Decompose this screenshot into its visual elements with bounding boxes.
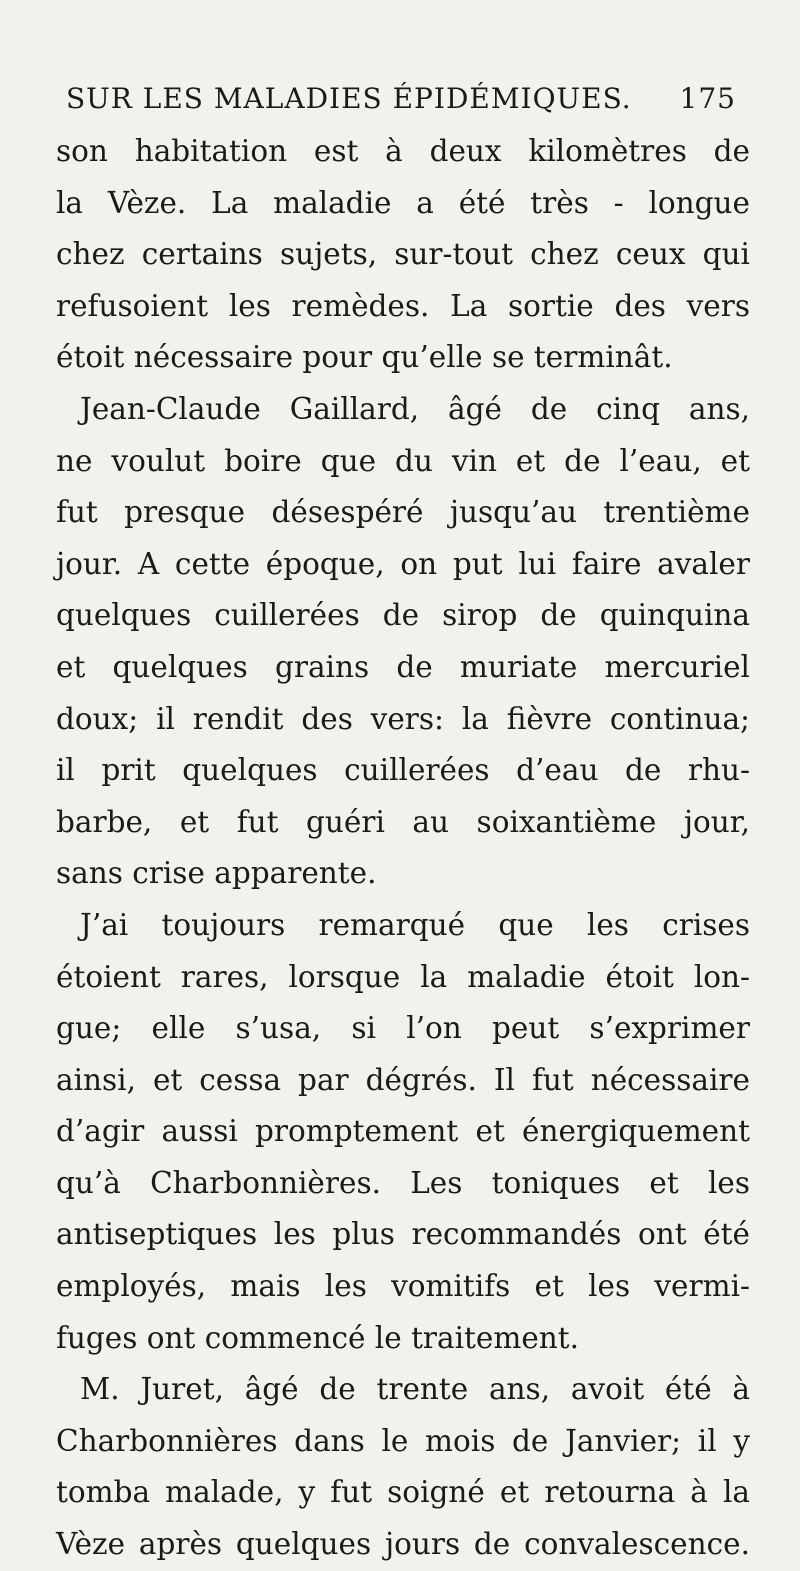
text-line: J’ai toujours remarqué que les crises (80, 907, 750, 942)
text-line: doux; il rendit des vers: la fièvre continua; (56, 701, 750, 736)
text-line: sans crise apparente. (56, 856, 377, 891)
text-line: tomba malade, y fut soigné et retourna à la (56, 1475, 750, 1510)
text-line: Charbonnières dans le mois de Janvier; il y (56, 1423, 750, 1458)
text-line: d’agir aussi promptement et énergiquement (56, 1114, 750, 1149)
text-line: ainsi, et cessa par dégrés. Il fut nécessaire (56, 1062, 750, 1097)
text-line: Vèze après quelques jours de convalescence. (56, 1527, 750, 1562)
text-line: fut presque désespéré jusqu’au trentième (56, 495, 750, 530)
text-line: qu’à Charbonnières. Les toniques et les (56, 1165, 750, 1200)
text-line: et quelques grains de muriate mercuriel (56, 649, 750, 684)
running-title: SUR LES MALADIES ÉPIDÉMIQUES. (66, 82, 632, 115)
text-line: quelques cuillerées de sirop de quinquina (56, 598, 750, 633)
text-line: jour. A cette époque, on put lui faire avaler (56, 546, 750, 581)
body-text (56, 126, 750, 1571)
text-line: chez certains sujets, sur-tout chez ceux qui (56, 237, 750, 272)
text-line: étoit nécessaire pour qu’elle se terminât. (56, 340, 673, 375)
text-line: M. Juret, âgé de trente ans, avoit été à (80, 1372, 750, 1407)
text-line: fuges ont commencé le traitement. (56, 1320, 580, 1355)
text-line: la Vèze. La maladie a été très - longue (56, 185, 750, 220)
text-line: ne voulut boire que du vin et de l’eau, et (56, 443, 750, 478)
page-number: 175 (679, 82, 736, 115)
text-line: gue; elle s’usa, si l’on peut s’exprimer (56, 1011, 750, 1046)
text-line: antiseptiques les plus recommandés ont été (56, 1217, 750, 1252)
text-line: étoient rares, lorsque la maladie étoit lon- (56, 959, 750, 994)
text-line: employés, mais les vomitifs et les vermi- (56, 1269, 750, 1304)
text-line: barbe, et fut guéri au soixantième jour, (56, 804, 750, 839)
text-line: Jean-Claude Gaillard, âgé de cinq ans, (80, 391, 750, 426)
text-line: il prit quelques cuillerées d’eau de rhu- (56, 753, 750, 788)
text-line: son habitation est à deux kilomètres de (56, 134, 750, 168)
text-line: refusoient les remèdes. La sortie des vers (56, 288, 750, 323)
running-header (66, 82, 736, 115)
